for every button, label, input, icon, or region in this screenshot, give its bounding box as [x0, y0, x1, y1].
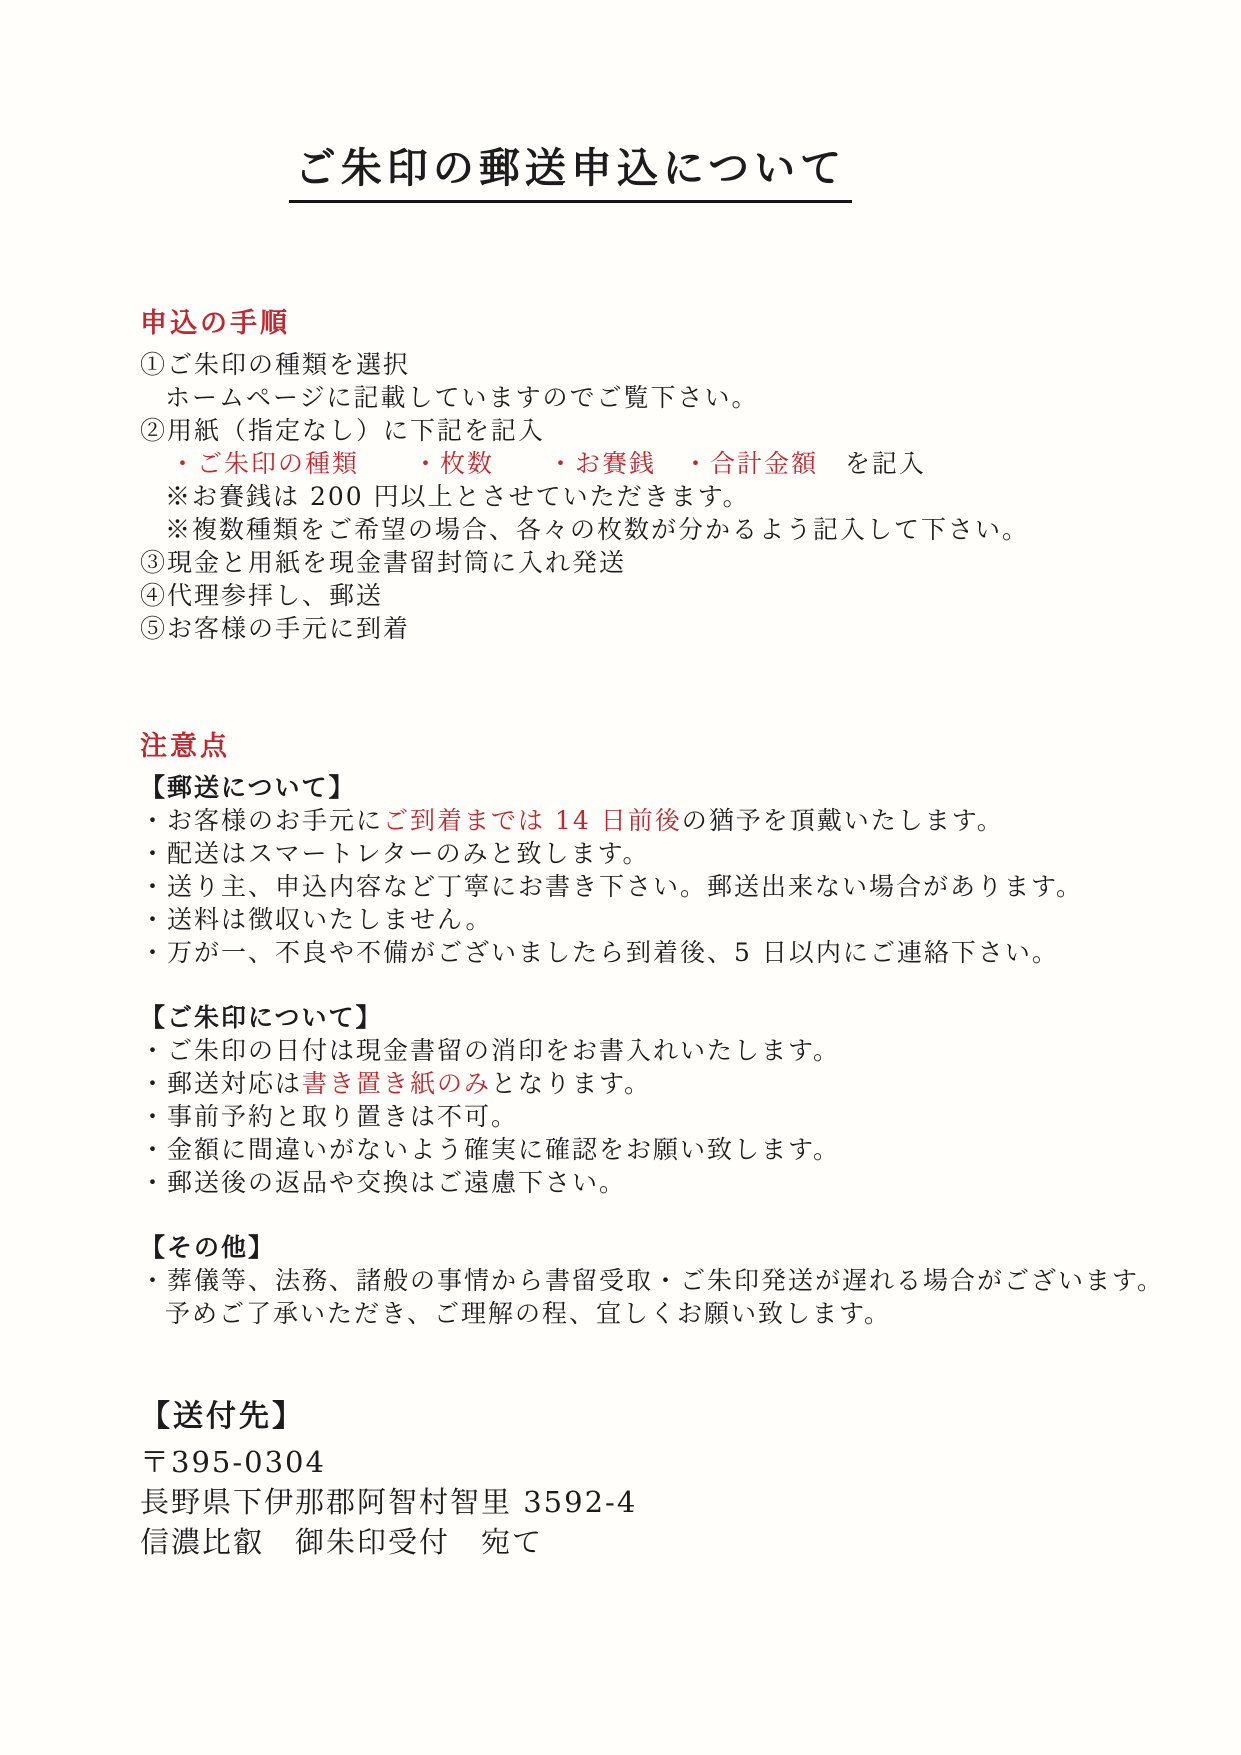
procedure-step-2-note-1: ※お賽銭は 200 円以上とさせていただきます。 — [165, 482, 750, 511]
procedure-step-2-items — [140, 447, 1181, 480]
mailing-note-1 — [140, 804, 1181, 837]
goshuin-note-1: ・ご朱印の日付は現金書留の消印をお書入れいたします。 — [140, 1036, 841, 1065]
mailing-note-1-pre: ・お客様のお手元に — [140, 806, 384, 835]
goshuin-group-heading: 【ご朱印について】 — [140, 1003, 383, 1032]
document-content — [0, 306, 1241, 1562]
notes-other-group — [140, 1231, 1181, 1330]
mailing-note-3: ・送り主、申込内容など丁寧にお書き下さい。郵送出来ない場合があります。 — [140, 872, 1084, 901]
procedure-section — [140, 306, 1181, 645]
procedure-step-5: ⑤お客様の手元に到着 — [140, 614, 411, 643]
mailing-note-4: ・送料は徴収いたしません。 — [140, 905, 493, 934]
mailing-note-5: ・万が一、不良や不備がございましたら到着後、5 日以内にご連絡下さい。 — [140, 938, 1059, 967]
document-title — [0, 135, 1141, 194]
notes-mailing-group — [140, 771, 1181, 969]
other-note-1: ・葬儀等、法務、諸般の事情から書留受取・ご朱印発送が遅れる場合がございます。 — [140, 1266, 1165, 1295]
goshuin-note-2 — [140, 1067, 1181, 1100]
procedure-step-1-note: ホームページに記載していますのでご覧下さい。 — [165, 383, 759, 412]
address-section — [140, 1396, 1181, 1562]
mailing-group-heading: 【郵送について】 — [140, 773, 356, 802]
mailing-note-1-post: の猶予を頂戴いたします。 — [681, 806, 1004, 835]
notes-heading: 注意点 — [140, 731, 230, 762]
other-group-heading: 【その他】 — [140, 1233, 276, 1262]
address-line-1: 長野県下伊那郡阿智村智里 3592-4 — [140, 1485, 638, 1519]
document-title-text: ご朱印の郵送申込について — [289, 144, 852, 203]
procedure-step-2: ②用紙（指定なし）に下記を記入 — [140, 416, 546, 445]
goshuin-note-2-pre: ・郵送対応は — [140, 1069, 303, 1098]
notes-section — [140, 729, 1181, 1330]
mailing-note-2: ・配送はスマートレターのみと致します。 — [140, 839, 650, 868]
postal-code: 〒395-0304 — [140, 1445, 326, 1479]
procedure-heading: 申込の手順 — [140, 308, 290, 339]
goshuin-note-2-post: となります。 — [491, 1069, 652, 1098]
goshuin-note-4: ・金額に間違いがないよう確実に確認をお願い致します。 — [140, 1135, 841, 1164]
goshuin-note-2-highlight: 書き置き紙のみ — [302, 1069, 492, 1098]
address-line-2: 信濃比叡 御朱印受付 宛て — [140, 1525, 544, 1559]
notes-goshuin-group — [140, 1001, 1181, 1199]
required-fields-suffix: を記入 — [818, 449, 927, 478]
procedure-step-2-note-2: ※複数種類をご希望の場合、各々の枚数が分かるよう記入して下さい。 — [165, 515, 1030, 544]
procedure-step-4: ④代理参拝し、郵送 — [140, 581, 384, 610]
goshuin-note-3: ・事前予約と取り置きは不可。 — [140, 1102, 519, 1131]
required-fields-red-text: ・ご朱印の種類 ・枚数 ・お賽銭 ・合計金額 — [170, 449, 819, 478]
other-note-1-continued: 予めご了承いただき、ご理解の程、宜しくお願い致します。 — [165, 1299, 892, 1328]
procedure-step-3: ③現金と用紙を現金書留封筒に入れ発送 — [140, 548, 627, 577]
mailing-note-1-highlight: ご到着までは 14 日前後 — [383, 806, 682, 835]
address-heading: 【送付先】 — [140, 1399, 305, 1434]
procedure-step-1: ①ご朱印の種類を選択 — [140, 350, 411, 379]
goshuin-note-5: ・郵送後の返品や交換はご遠慮下さい。 — [140, 1168, 627, 1197]
